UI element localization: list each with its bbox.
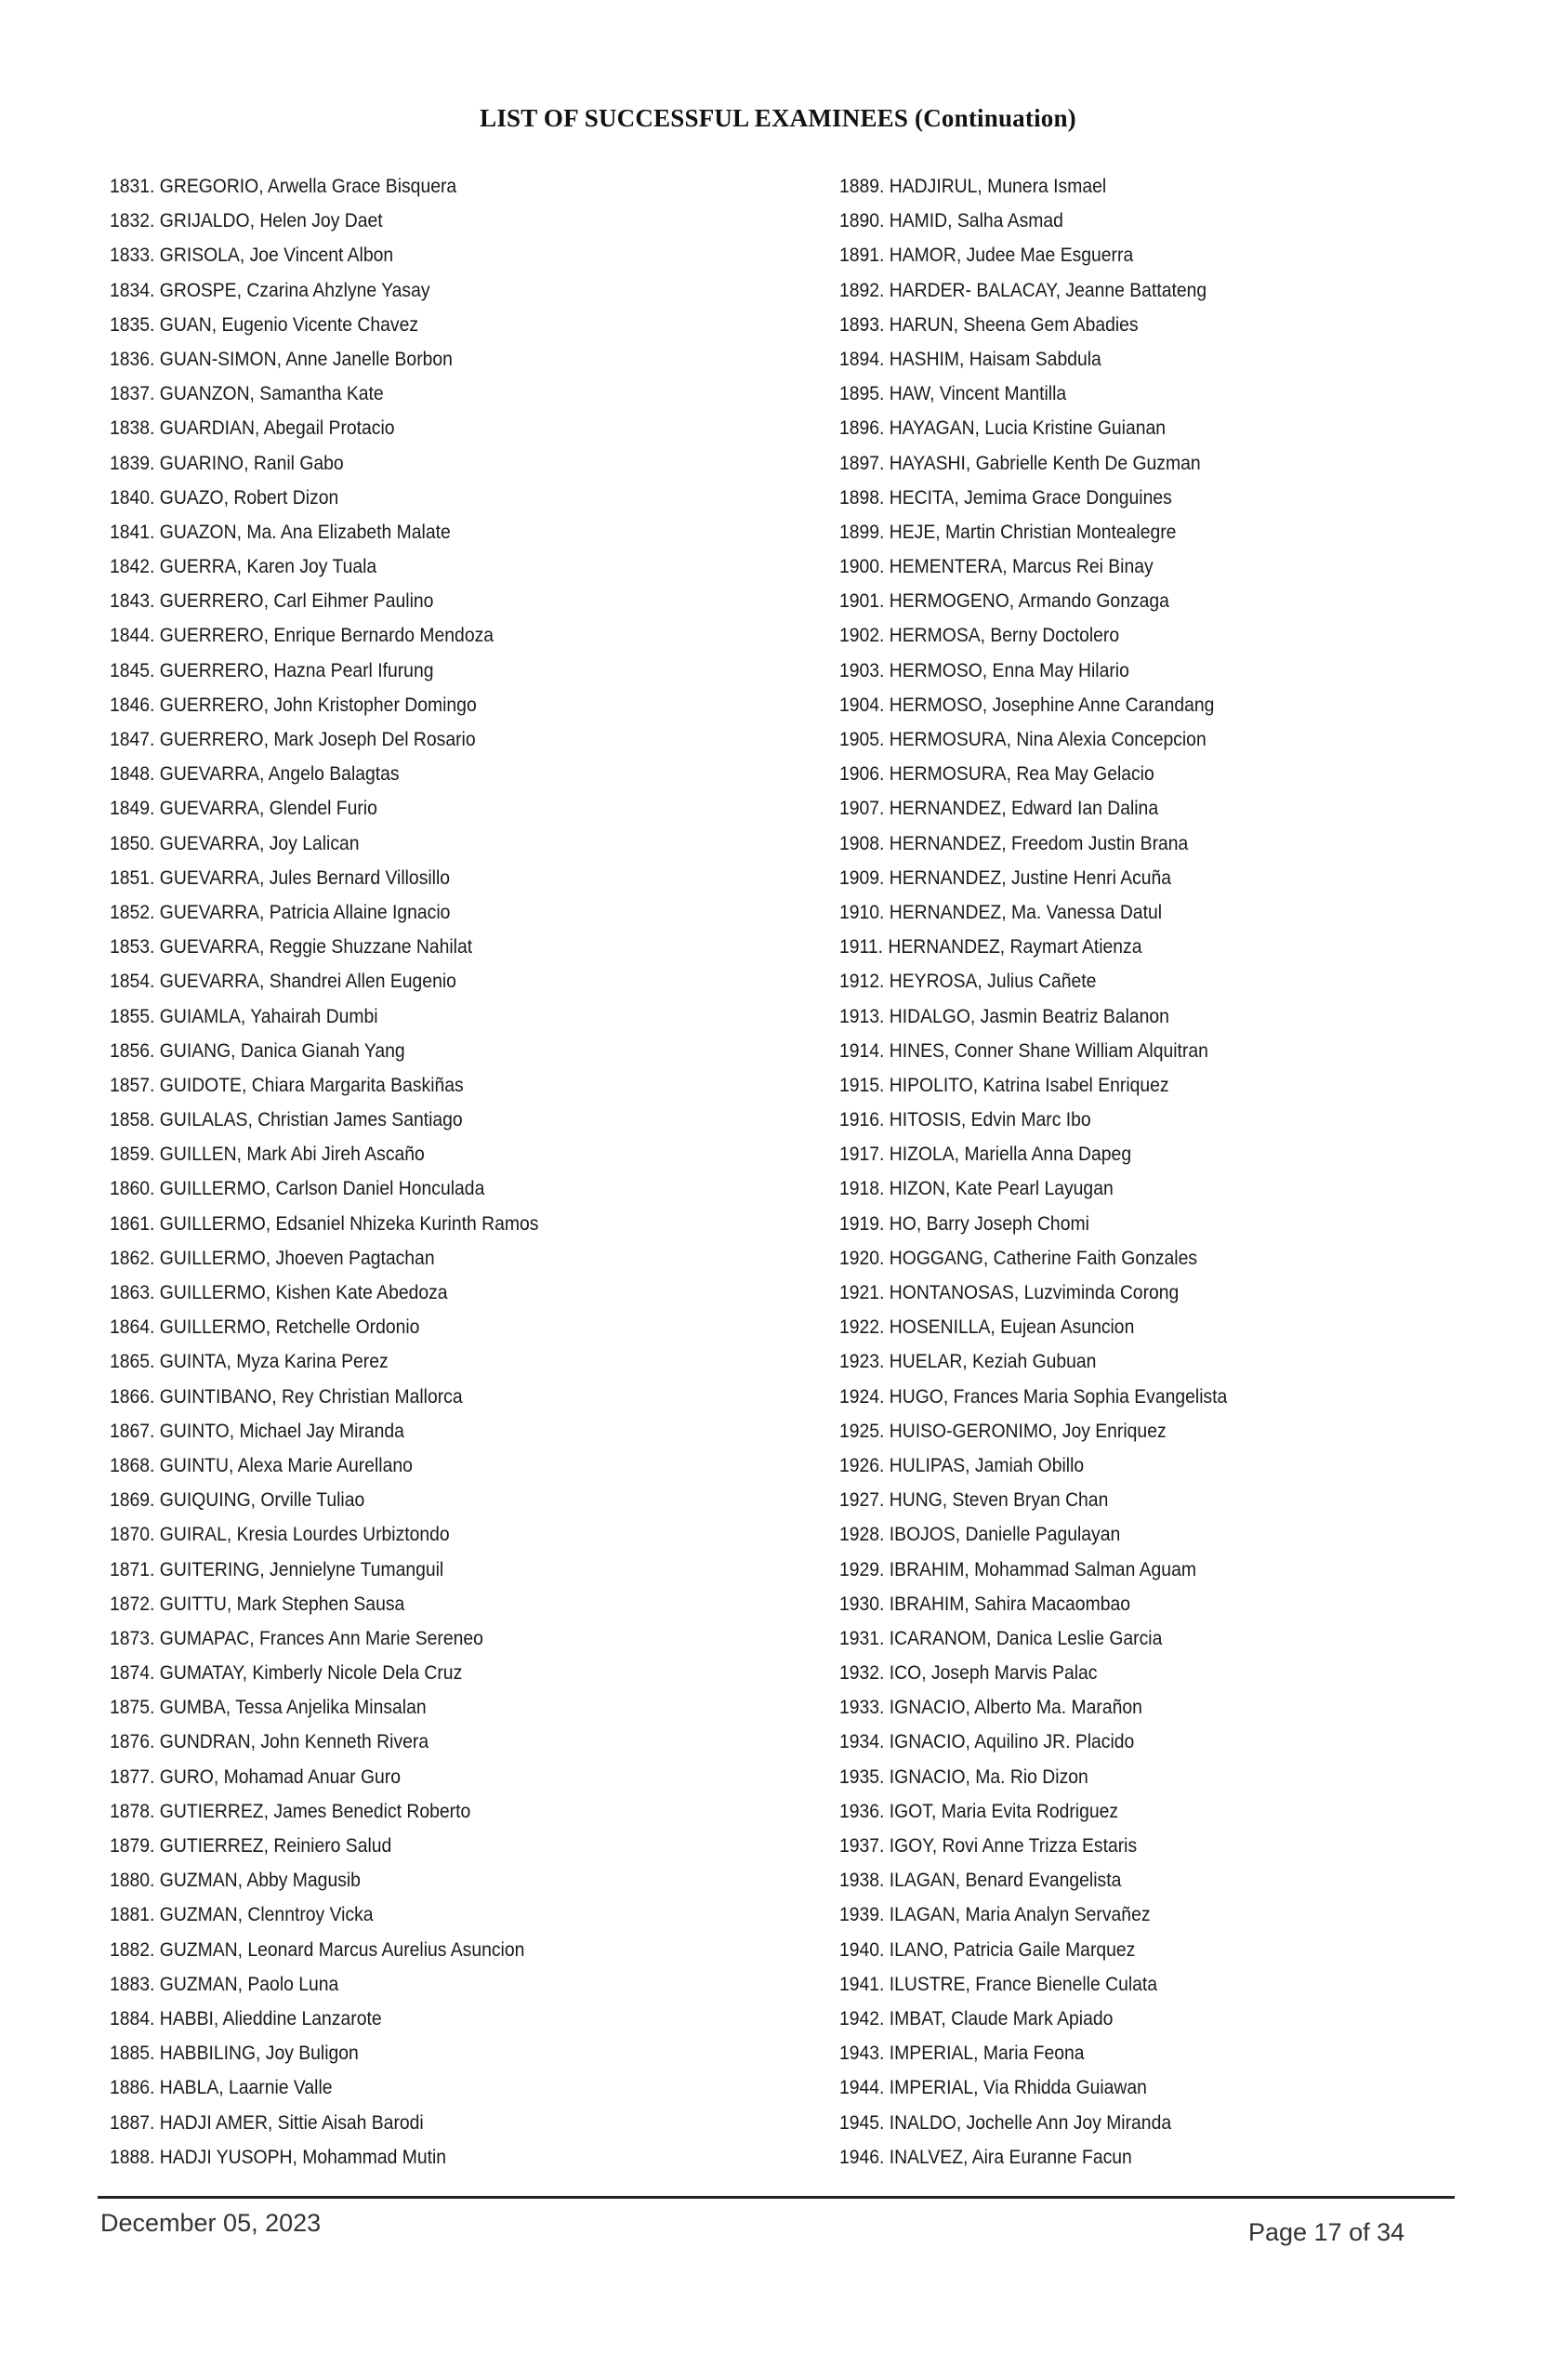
- examinee-entry: 1888. HADJI YUSOPH, Mohammad Mutin: [110, 2145, 447, 2168]
- examinee-entry: 1877. GURO, Mohamad Anuar Guro: [110, 1765, 401, 1788]
- examinee-entry: 1910. HERNANDEZ, Ma. Vanessa Datul: [839, 900, 1163, 923]
- examinee-entry: 1904. HERMOSO, Josephine Anne Carandang: [839, 693, 1215, 716]
- examinee-entry: 1874. GUMATAY, Kimberly Nicole Dela Cruz: [110, 1661, 463, 1685]
- examinee-entry: 1912. HEYROSA, Julius Cañete: [839, 970, 1097, 993]
- examinee-entry: 1945. INALDO, Jochelle Ann Joy Miranda: [839, 2110, 1172, 2134]
- page-title: LIST OF SUCCESSFUL EXAMINEES (Continuation): [480, 104, 1076, 132]
- examinee-entry: 1931. ICARANOM, Danica Leslie Garcia: [839, 1626, 1163, 1649]
- examinee-entry: 1861. GUILLERMO, Edsaniel Nhizeka Kurinth Ramos: [110, 1211, 539, 1235]
- examinee-entry: 1853. GUEVARRA, Reggie Shuzzane Nahilat: [110, 935, 473, 959]
- examinee-entry: 1869. GUIQUING, Orville Tuliao: [110, 1488, 365, 1512]
- examinee-entry: 1922. HOSENILLA, Eujean Asuncion: [839, 1316, 1135, 1339]
- examinee-entry: 1901. HERMOGENO, Armando Gonzaga: [839, 589, 1169, 613]
- examinee-entry: 1943. IMPERIAL, Maria Feona: [839, 2042, 1085, 2065]
- examinee-entry: 1884. HABBI, Alieddine Lanzarote: [110, 2006, 382, 2030]
- examinee-entry: 1848. GUEVARRA, Angelo Balagtas: [110, 762, 400, 786]
- examinee-entry: 1896. HAYAGAN, Lucia Kristine Guianan: [839, 416, 1166, 440]
- examinee-entry: 1843. GUERRERO, Carl Eihmer Paulino: [110, 589, 434, 613]
- examinee-entry: 1870. GUIRAL, Kresia Lourdes Urbiztondo: [110, 1523, 450, 1546]
- examinee-entry: 1873. GUMAPAC, Frances Ann Marie Sereneo: [110, 1626, 483, 1649]
- examinee-entry: 1936. IGOT, Maria Evita Rodriguez: [839, 1799, 1119, 1822]
- examinee-entry: 1860. GUILLERMO, Carlson Daniel Honculada: [110, 1177, 485, 1200]
- examinee-entry: 1851. GUEVARRA, Jules Bernard Villosillo: [110, 866, 451, 889]
- examinee-entry: 1924. HUGO, Frances Maria Sophia Evangelista: [839, 1384, 1228, 1408]
- examinee-entry: 1946. INALVEZ, Aira Euranne Facun: [839, 2145, 1132, 2168]
- examinee-entry: 1926. HULIPAS, Jamiah Obillo: [839, 1453, 1085, 1476]
- examinee-entry: 1831. GREGORIO, Arwella Grace Bisquera: [110, 175, 457, 197]
- examinee-entry: 1902. HERMOSA, Berny Doctolero: [839, 624, 1120, 647]
- examinee-entry: 1898. HECITA, Jemima Grace Donguines: [839, 485, 1172, 509]
- examinee-entry: 1871. GUITERING, Jennielyne Tumanguil: [110, 1557, 444, 1580]
- examinee-entry: 1941. ILUSTRE, France Bienelle Culata: [839, 1972, 1158, 1995]
- examinee-entry: 1907. HERNANDEZ, Edward Ian Dalina: [839, 797, 1159, 820]
- examinee-entry: 1842. GUERRA, Karen Joy Tuala: [110, 555, 377, 578]
- examinee-entry: 1903. HERMOSO, Enna May Hilario: [839, 658, 1129, 681]
- examinee-entry: 1920. HOGGANG, Catherine Faith Gonzales: [839, 1246, 1198, 1269]
- examinee-entry: 1934. IGNACIO, Aquilino JR. Placido: [839, 1730, 1135, 1753]
- examinee-entry: 1855. GUIAMLA, Yahairah Dumbi: [110, 1004, 378, 1027]
- examinee-entry: 1846. GUERRERO, John Kristopher Domingo: [110, 693, 477, 716]
- examinee-entry: 1832. GRIJALDO, Helen Joy Daet: [110, 209, 383, 232]
- examinee-entry: 1908. HERNANDEZ, Freedom Justin Brana: [839, 831, 1189, 854]
- examinee-entry: 1919. HO, Barry Joseph Chomi: [839, 1211, 1089, 1235]
- examinee-entry: 1940. ILANO, Patricia Gaile Marquez: [839, 1937, 1136, 1961]
- examinee-entry: 1862. GUILLERMO, Jhoeven Pagtachan: [110, 1246, 435, 1269]
- examinee-entry: 1876. GUNDRAN, John Kenneth Rivera: [110, 1730, 429, 1753]
- examinee-entry: 1895. HAW, Vincent Mantilla: [839, 382, 1067, 405]
- examinee-entry: 1838. GUARDIAN, Abegail Protacio: [110, 416, 395, 440]
- examinee-entry: 1837. GUANZON, Samantha Kate: [110, 382, 384, 405]
- examinee-entry: 1849. GUEVARRA, Glendel Furio: [110, 797, 377, 820]
- examinee-entry: 1882. GUZMAN, Leonard Marcus Aurelius Asuncion: [110, 1937, 525, 1961]
- examinee-entry: 1933. IGNACIO, Alberto Ma. Marañon: [839, 1696, 1142, 1719]
- examinee-entry: 1944. IMPERIAL, Via Rhidda Guiawan: [839, 2076, 1147, 2099]
- examinee-entry: 1845. GUERRERO, Hazna Pearl Ifurung: [110, 658, 434, 681]
- examinee-entry: 1942. IMBAT, Claude Mark Apiado: [839, 2006, 1114, 2030]
- examinee-entry: 1880. GUZMAN, Abby Magusib: [110, 1869, 361, 1892]
- examinee-entry: 1850. GUEVARRA, Joy Lalican: [110, 831, 360, 854]
- examinee-entry: 1893. HARUN, Sheena Gem Abadies: [839, 312, 1139, 336]
- examinee-entry: 1835. GUAN, Eugenio Vicente Chavez: [110, 312, 419, 336]
- examinee-entry: 1872. GUITTU, Mark Stephen Sausa: [110, 1592, 405, 1615]
- examinee-entry: 1890. HAMID, Salha Asmad: [839, 209, 1063, 232]
- examinee-entry: 1833. GRISOLA, Joe Vincent Albon: [110, 244, 394, 267]
- examinee-entry: 1887. HADJI AMER, Sittie Aisah Barodi: [110, 2110, 424, 2134]
- examinee-entry: 1885. HABBILING, Joy Buligon: [110, 2042, 359, 2065]
- examinee-entry: 1897. HAYASHI, Gabrielle Kenth De Guzman: [839, 451, 1201, 474]
- examinee-entry: 1894. HASHIM, Haisam Sabdula: [839, 347, 1101, 370]
- examinee-entry: 1932. ICO, Joseph Marvis Palac: [839, 1661, 1098, 1685]
- examinee-entry: 1899. HEJE, Martin Christian Montealegre: [839, 520, 1177, 543]
- examinee-entry: 1929. IBRAHIM, Mohammad Salman Aguam: [839, 1557, 1196, 1580]
- examinee-entry: 1857. GUIDOTE, Chiara Margarita Baskiñas: [110, 1073, 464, 1096]
- examinee-entry: 1914. HINES, Conner Shane William Alquitran: [839, 1038, 1208, 1062]
- examinee-entry: 1867. GUINTO, Michael Jay Miranda: [110, 1419, 404, 1442]
- examinee-entry: 1918. HIZON, Kate Pearl Layugan: [839, 1177, 1114, 1200]
- examinee-entry: 1905. HERMOSURA, Nina Alexia Concepcion: [839, 728, 1207, 750]
- examinee-entry: 1844. GUERRERO, Enrique Bernardo Mendoza: [110, 624, 494, 647]
- examinee-entry: 1858. GUILALAS, Christian James Santiago: [110, 1108, 463, 1131]
- examinee-entry: 1937. IGOY, Rovi Anne Trizza Estaris: [839, 1834, 1138, 1857]
- examinee-entry: 1923. HUELAR, Keziah Gubuan: [839, 1350, 1097, 1373]
- examinee-entry: 1840. GUAZO, Robert Dizon: [110, 485, 339, 509]
- examinee-entry: 1886. HABLA, Laarnie Valle: [110, 2076, 333, 2099]
- examinee-entry: 1866. GUINTIBANO, Rey Christian Mallorca: [110, 1384, 463, 1408]
- examinee-entry: 1839. GUARINO, Ranil Gabo: [110, 451, 344, 474]
- examinee-entry: 1909. HERNANDEZ, Justine Henri Acuña: [839, 866, 1172, 889]
- footer-date: December 05, 2023: [100, 2209, 322, 2237]
- examinee-entry: 1868. GUINTU, Alexa Marie Aurellano: [110, 1453, 413, 1476]
- examinee-entry: 1916. HITOSIS, Edvin Marc Ibo: [839, 1108, 1091, 1131]
- examinee-entry: 1878. GUTIERREZ, James Benedict Roberto: [110, 1799, 471, 1822]
- examinee-entry: 1939. ILAGAN, Maria Analyn Servañez: [839, 1903, 1151, 1926]
- examinee-entry: 1859. GUILLEN, Mark Abi Jireh Ascaño: [110, 1143, 425, 1166]
- examinee-entry: 1881. GUZMAN, Clenntroy Vicka: [110, 1903, 374, 1926]
- examinee-entry: 1900. HEMENTERA, Marcus Rei Binay: [839, 555, 1154, 578]
- examinee-list-left: [110, 169, 816, 2175]
- examinee-entry: 1854. GUEVARRA, Shandrei Allen Eugenio: [110, 970, 456, 993]
- examinee-entry: 1847. GUERRERO, Mark Joseph Del Rosario: [110, 728, 476, 750]
- examinee-entry: 1852. GUEVARRA, Patricia Allaine Ignacio: [110, 900, 451, 923]
- examinee-entry: 1865. GUINTA, Myza Karina Perez: [110, 1350, 389, 1373]
- examinee-entry: 1927. HUNG, Steven Bryan Chan: [839, 1488, 1109, 1512]
- examinee-entry: 1911. HERNANDEZ, Raymart Atienza: [839, 935, 1142, 959]
- examinee-entry: 1921. HONTANOSAS, Luzviminda Corong: [839, 1281, 1180, 1303]
- examinee-entry: 1917. HIZOLA, Mariella Anna Dapeg: [839, 1143, 1132, 1166]
- examinee-entry: 1836. GUAN-SIMON, Anne Janelle Borbon: [110, 347, 453, 370]
- examinee-entry: 1864. GUILLERMO, Retchelle Ordonio: [110, 1316, 420, 1339]
- examinee-entry: 1863. GUILLERMO, Kishen Kate Abedoza: [110, 1281, 448, 1303]
- examinee-entry: 1915. HIPOLITO, Katrina Isabel Enriquez: [839, 1073, 1169, 1096]
- examinee-entry: 1834. GROSPE, Czarina Ahzlyne Yasay: [110, 278, 430, 301]
- examinee-entry: 1856. GUIANG, Danica Gianah Yang: [110, 1038, 405, 1062]
- examinee-entry: 1892. HARDER- BALACAY, Jeanne Battateng: [839, 278, 1207, 301]
- page-number: Page 17 of 34: [1248, 2218, 1405, 2246]
- examinee-entry: 1913. HIDALGO, Jasmin Beatriz Balanon: [839, 1004, 1169, 1027]
- examinee-entry: 1935. IGNACIO, Ma. Rio Dizon: [839, 1765, 1088, 1788]
- examinee-entry: 1875. GUMBA, Tessa Anjelika Minsalan: [110, 1696, 427, 1719]
- examinee-entry: 1879. GUTIERREZ, Reiniero Salud: [110, 1834, 392, 1857]
- examinee-entry: 1841. GUAZON, Ma. Ana Elizabeth Malate: [110, 520, 451, 543]
- examinee-list-right: [839, 169, 1527, 2175]
- examinee-entry: 1883. GUZMAN, Paolo Luna: [110, 1972, 339, 1995]
- examinee-entry: 1891. HAMOR, Judee Mae Esguerra: [839, 244, 1134, 267]
- footer-divider: [98, 2196, 1455, 2199]
- examinee-entry: 1930. IBRAHIM, Sahira Macaombao: [839, 1592, 1130, 1615]
- examinee-entry: 1906. HERMOSURA, Rea May Gelacio: [839, 762, 1154, 786]
- examinee-entry: 1889. HADJIRUL, Munera Ismael: [839, 175, 1107, 197]
- examinee-entry: 1925. HUISO-GERONIMO, Joy Enriquez: [839, 1419, 1167, 1442]
- examinee-entry: 1938. ILAGAN, Benard Evangelista: [839, 1869, 1122, 1892]
- examinee-entry: 1928. IBOJOS, Danielle Pagulayan: [839, 1523, 1121, 1546]
